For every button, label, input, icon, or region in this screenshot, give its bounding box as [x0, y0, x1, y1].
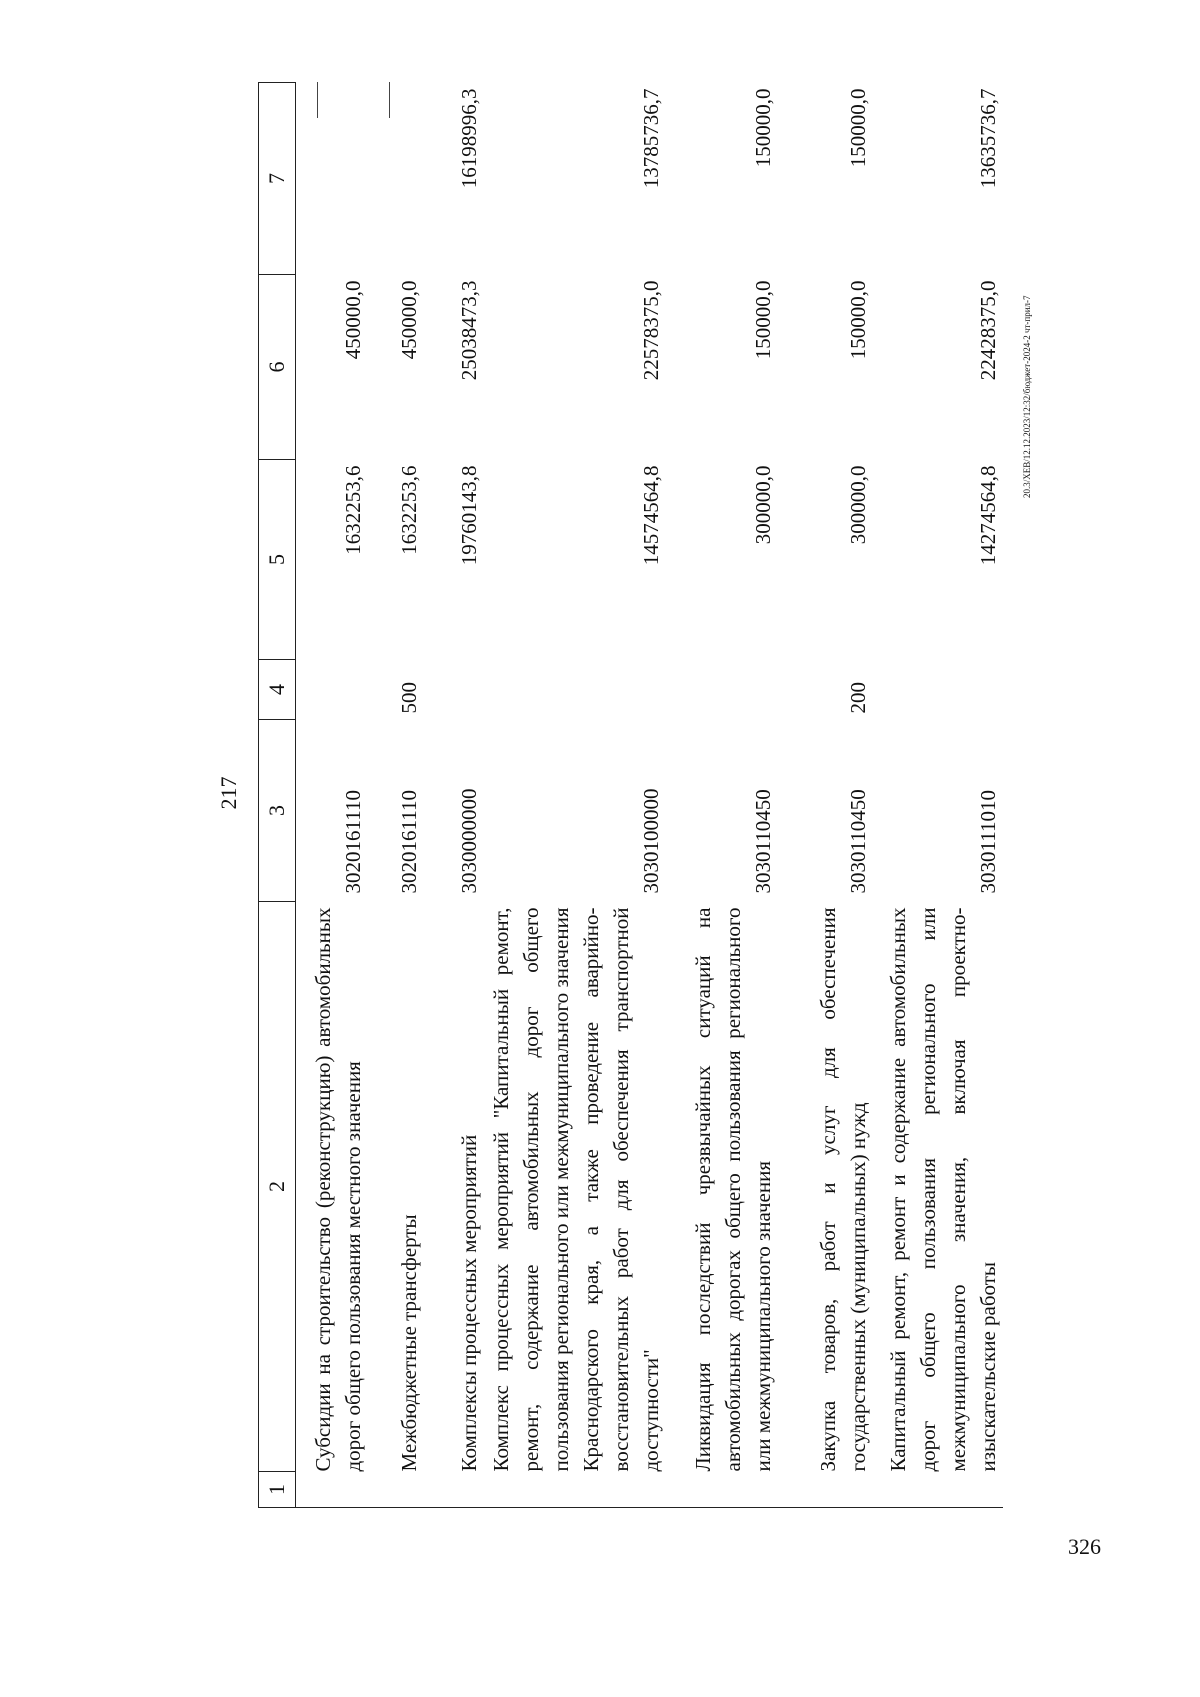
- row-code: 3030111010: [976, 790, 1000, 894]
- row-value-6: 150000,0: [751, 280, 775, 360]
- row-value-7: 13785736,7: [639, 88, 663, 189]
- row-value-6: 150000,0: [846, 280, 870, 360]
- table-row: [296, 83, 369, 1508]
- header-col-7: 7: [259, 83, 296, 275]
- header-col-3: 3: [259, 720, 296, 902]
- row-code: 3030100000: [639, 788, 663, 894]
- row-name-cell: [484, 902, 666, 1472]
- row-number-cell: [484, 1472, 666, 1508]
- table-row: [424, 83, 484, 1508]
- row-value-5: 300000,0: [751, 465, 775, 545]
- row-name: Ликвидация последствий чрезвычайных ситуаций на автомобильных дорогах общего пользования регионального или межмуниципального значения: [691, 907, 775, 1472]
- row-name: Субсидии на строительство (реконструкцию) автомобильных дорог общего пользования местного значения: [311, 907, 365, 1472]
- row-value-7-dash: [368, 83, 424, 275]
- table-row: [778, 83, 873, 1508]
- row-type: [296, 660, 369, 720]
- rotated-page: [176, 78, 1036, 1508]
- row-value-7: 16198996,3: [457, 88, 481, 189]
- row-value-7: 150000,0: [846, 88, 870, 168]
- row-name: Комплексы процессных мероприятий: [457, 1134, 481, 1472]
- table-row: [368, 83, 424, 1508]
- row-name-cell: [778, 902, 873, 1472]
- row-number-cell: [873, 1472, 1003, 1508]
- row-code: 3030110450: [846, 789, 870, 894]
- row-type: [424, 660, 484, 720]
- row-type: [484, 660, 666, 720]
- table-row: [873, 83, 1003, 1508]
- row-name: Закупка товаров, работ и услуг для обеспечения государственных (муниципальных) нужд: [816, 907, 870, 1472]
- row-value-6: 22578375,0: [639, 280, 663, 381]
- row-value-5: 300000,0: [846, 465, 870, 545]
- row-name: Капитальный ремонт, ремонт и содержание автомобильных дорог общего пользования регионального или межмуниципального значения, включая проектно-изыскательские работы: [886, 907, 1000, 1472]
- row-name-cell: [296, 902, 369, 1472]
- row-value-5: 19760143,8: [457, 465, 481, 566]
- row-value-6: 25038473,3: [457, 280, 481, 381]
- row-name: Комплекс процессных мероприятий "Капитальный ремонт, ремонт, содержание автомобильных дорог общего пользования регионального или межмуниципального значения Краснодарского края, а также проведение аварийно-восстановительных работ для обеспечения транспортной доступности": [489, 907, 663, 1472]
- row-number-cell: [666, 1472, 778, 1508]
- row-value-7: 13635736,7: [976, 88, 1000, 189]
- row-code: 3030110450: [751, 789, 775, 894]
- sheet-number: 326: [1068, 1534, 1101, 1559]
- row-type: [666, 660, 778, 720]
- row-type: [873, 660, 1003, 720]
- row-code: 3020161110: [341, 790, 365, 894]
- row-value-5: 1632253,6: [397, 465, 421, 555]
- row-number-cell: [778, 1472, 873, 1508]
- table-row: [484, 83, 666, 1508]
- header-col-1: 1: [259, 1472, 296, 1508]
- page-number: 217: [216, 776, 241, 810]
- row-value-6: 450000,0: [397, 280, 421, 360]
- dash-mark: [389, 83, 390, 119]
- row-value-5: 1632253,6: [341, 465, 365, 555]
- row-name-cell: [424, 902, 484, 1472]
- row-value-6: 450000,0: [341, 280, 365, 360]
- header-col-5: 5: [259, 460, 296, 660]
- row-name-cell: [873, 902, 1003, 1472]
- row-name: Межбюджетные трансферты: [397, 1214, 421, 1472]
- row-value-5: 14274564,8: [976, 465, 1000, 566]
- table-row: [666, 83, 778, 1508]
- row-number-cell: [296, 1472, 369, 1508]
- header-col-4: 4: [259, 660, 296, 720]
- row-value-5: 14574564,8: [639, 465, 663, 566]
- table-header-row: [259, 83, 296, 1508]
- row-value-6: 22428375,0: [976, 280, 1000, 381]
- row-number-cell: [424, 1472, 484, 1508]
- header-col-2: 2: [259, 902, 296, 1472]
- row-code: 3030000000: [457, 788, 481, 894]
- row-code: 3020161110: [397, 790, 421, 894]
- row-value-7-dash: [296, 83, 369, 275]
- row-type: 500: [397, 682, 421, 714]
- header-col-6: 6: [259, 275, 296, 460]
- row-name-cell: [666, 902, 778, 1472]
- document-reference: 20.3/ХЕВ/12.12.2023/12:32/бюджет-2024-2 чт-прил-7: [1022, 295, 1032, 498]
- dash-mark: [317, 83, 318, 119]
- row-type: 200: [846, 682, 870, 714]
- row-name-cell: [368, 902, 424, 1472]
- row-number-cell: [368, 1472, 424, 1508]
- budget-table: [258, 82, 1003, 1508]
- row-value-7: 150000,0: [751, 88, 775, 168]
